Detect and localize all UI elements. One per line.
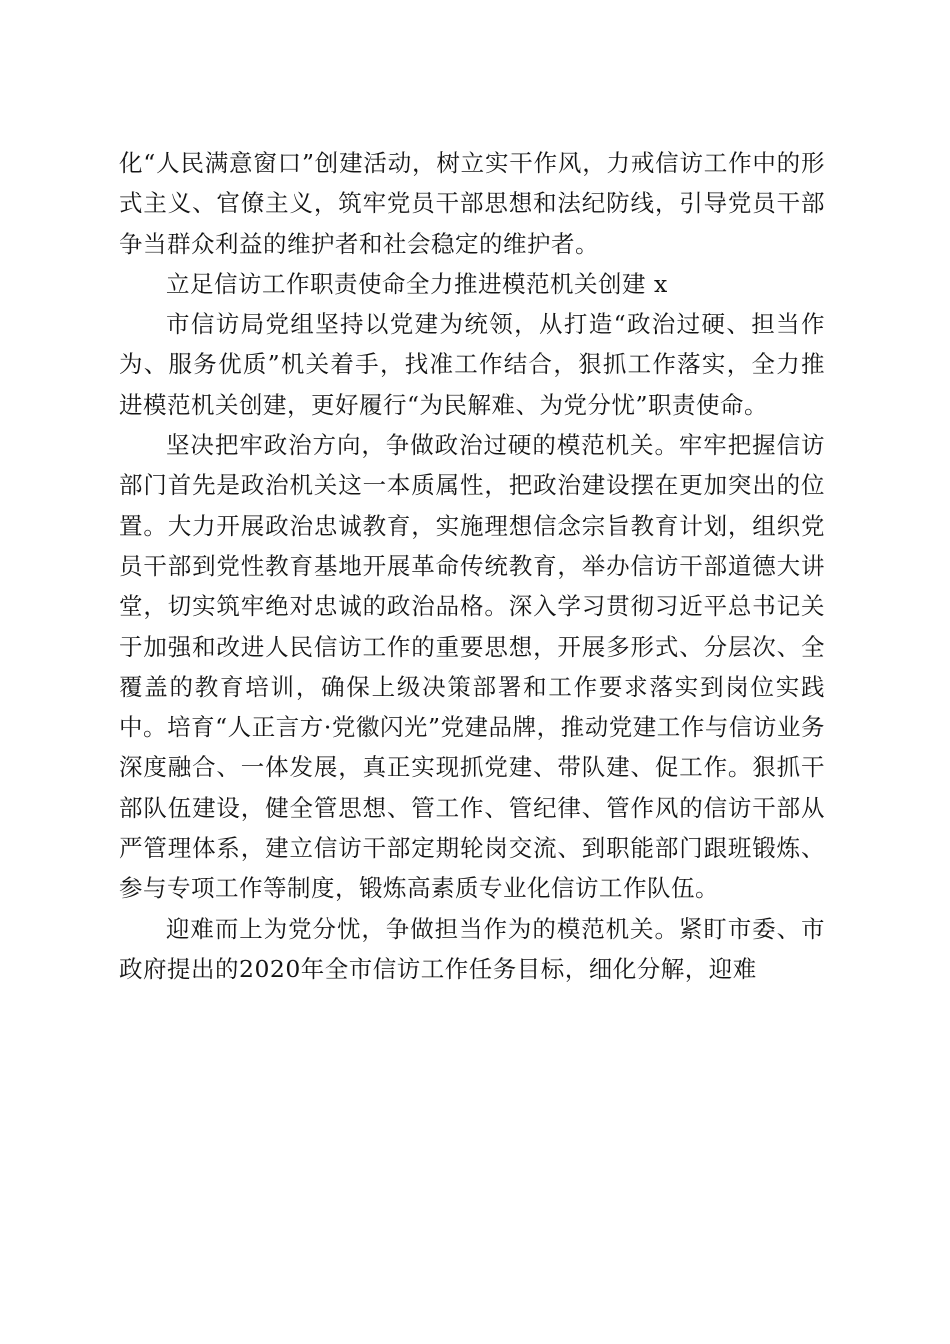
paragraph-political-direction: 坚决把牢政治方向，争做政治过硬的模范机关。牢牢把握信访部门首先是政治机关这一本质属性，把政治建设摆在更加突出的位置。大力开展政治忠诚教育，实施理想信念宗旨教育计划，组织党员干部到党性教育基地开展革命传统教育，举办信访干部道德大讲堂，切实筑牢绝对忠诚的政治品格。深入学习贯彻习近平总书记关于加强和改进人民信访工作的重要思想，开展多形式、分层次、全覆盖的教育培训，确保上级决策部署和工作要求落实到岗位实践中。培育“人正言方·党徽闪光”党建品牌，推动党建工作与信访业务深度融合、一体发展，真正实现抓党建、带队建、促工作。狠抓干部队伍建设，健全管思想、管工作、管纪律、管作风的信访干部从严管理体系，建立信访干部定期轮岗交流、到职能部门跟班锻炼、参与专项工作等制度，锻炼高素质专业化信访工作队伍。 xyxy=(119,431,825,903)
paragraph-continuation: 化“人民满意窗口”创建活动，树立实干作风，力戒信访工作中的形式主义、官僚主义，筑牢党员干部思想和法纪防线，引导党员干部争当群众利益的维护者和社会稳定的维护者。 xyxy=(119,149,825,258)
paragraph-responsibility: 迎难而上为党分忧，争做担当作为的模范机关。紧盯市委、市政府提出的2020年全市信访工作任务目标，细化分解，迎难 xyxy=(119,914,825,983)
section-heading: 立足信访工作职责使命全力推进模范机关创建 x xyxy=(166,269,668,298)
paragraph-intro: 市信访局党组坚持以党建为统领，从打造“政治过硬、担当作为、服务优质”机关着手，找准工作结合，狠抓工作落实，全力推进模范机关创建，更好履行“为民解难、为党分忧”职责使命。 xyxy=(119,310,825,419)
document-body xyxy=(119,143,825,989)
